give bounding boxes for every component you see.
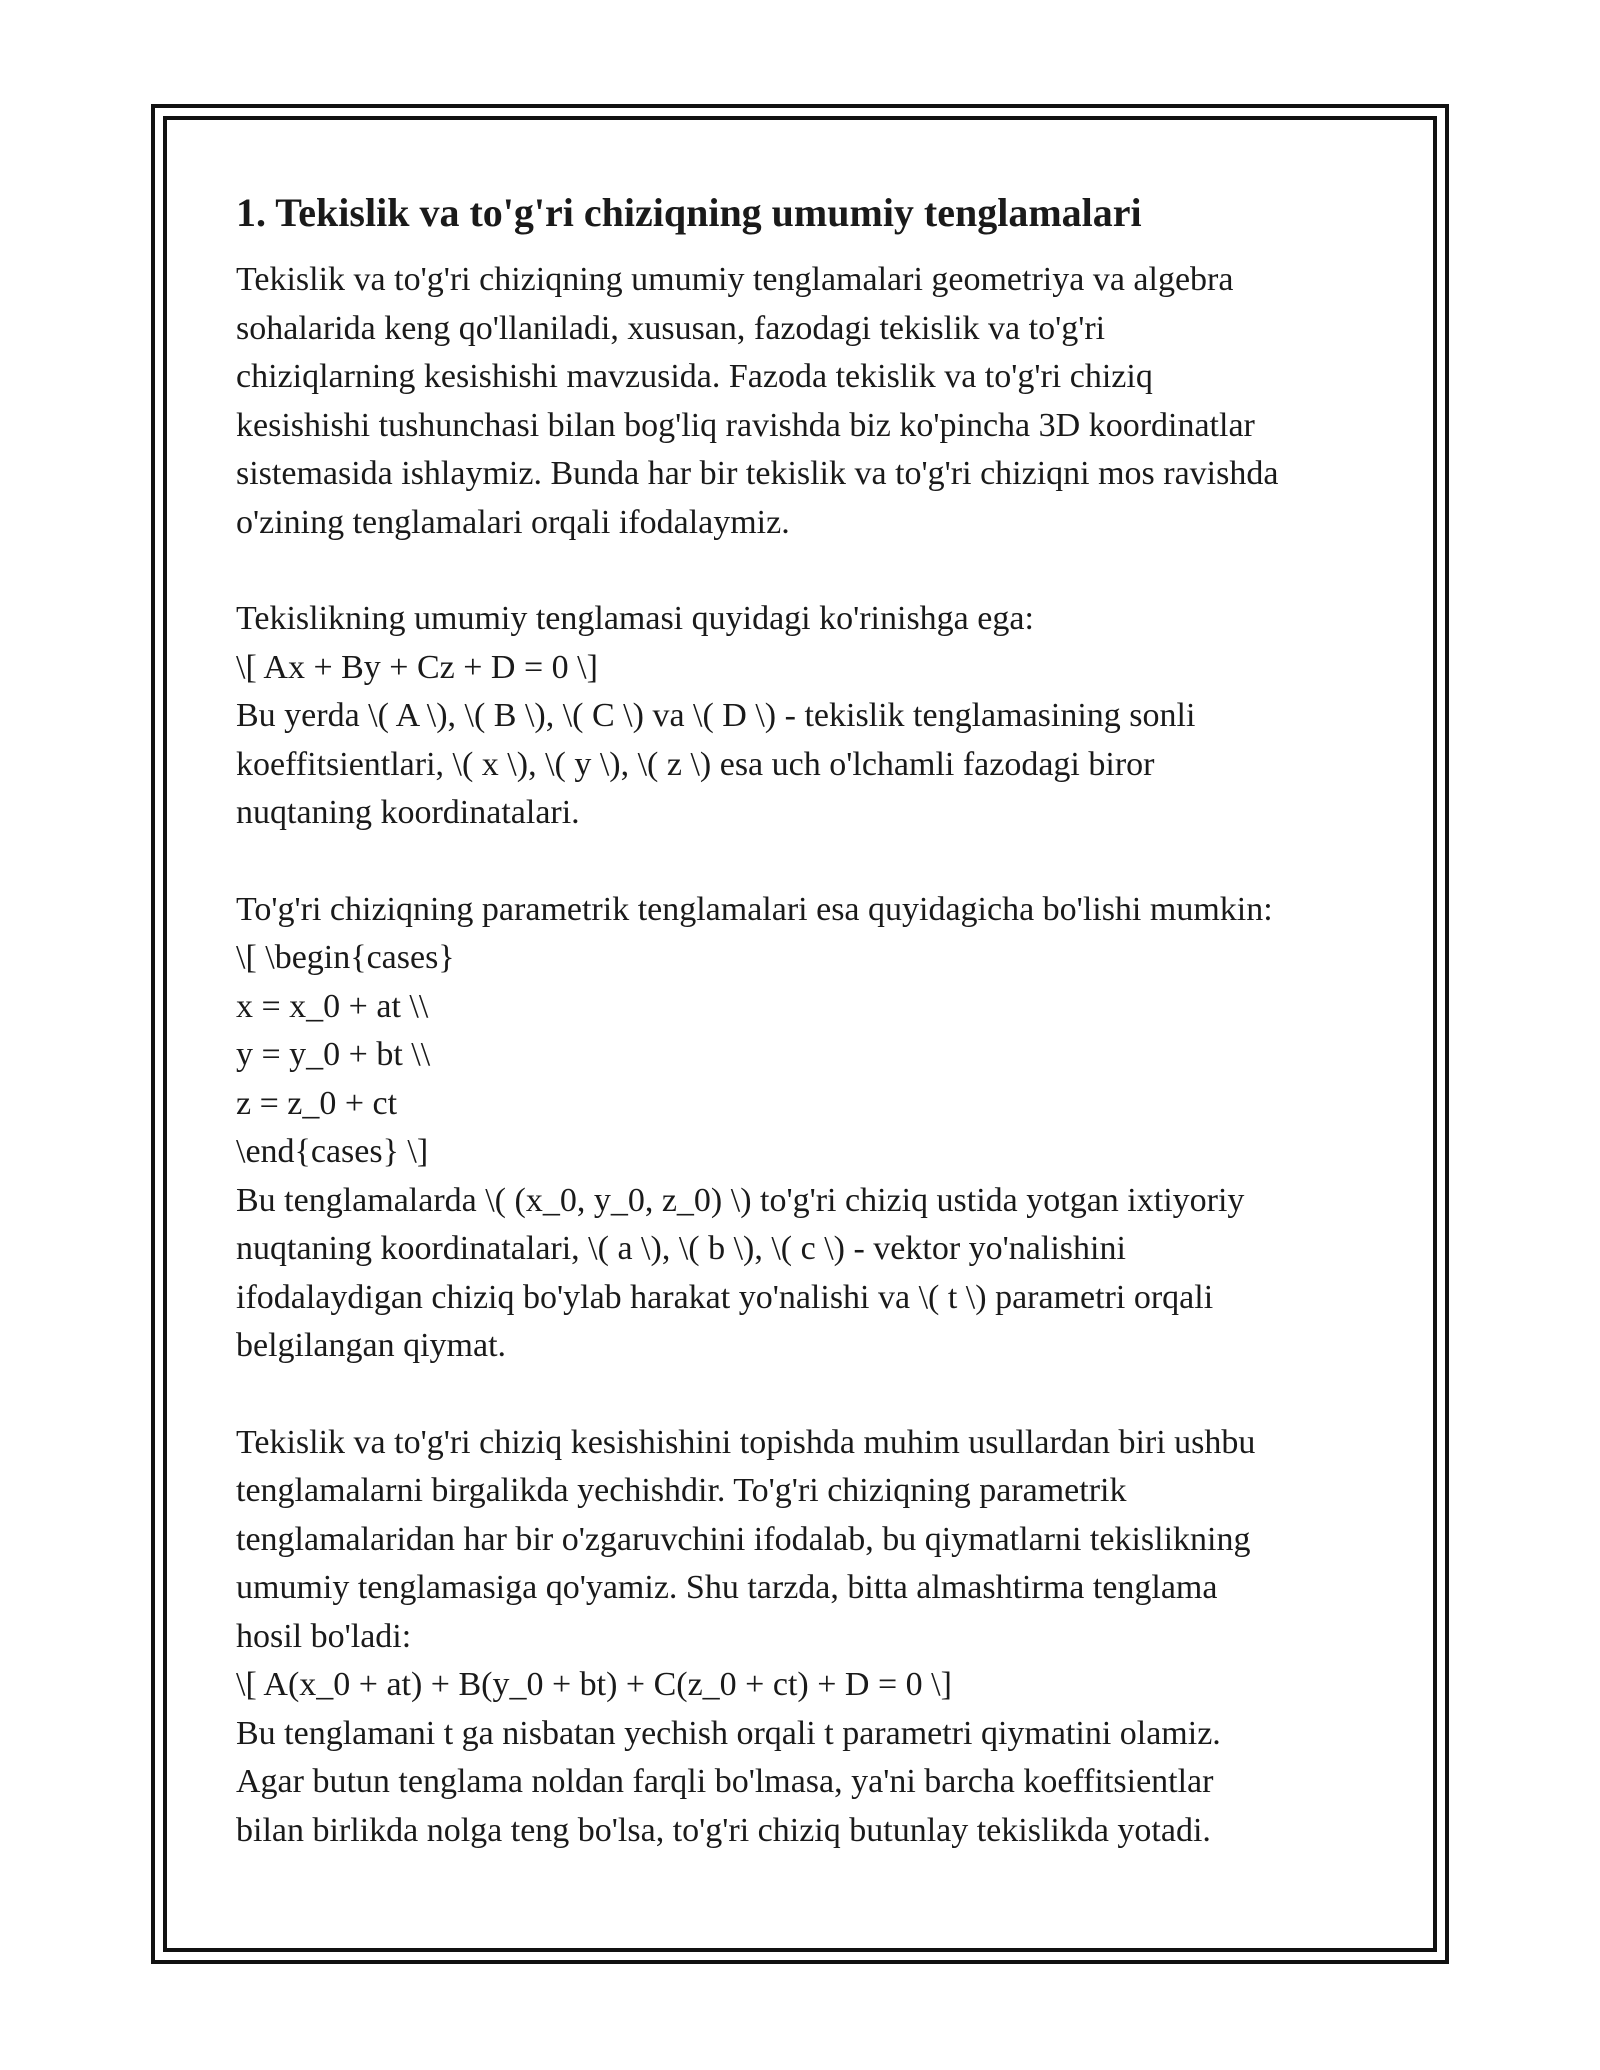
section-heading: 1. Tekislik va to'g'ri chiziqning umumiy tenglamalari [236, 190, 1142, 235]
paragraph-1 [236, 256, 1386, 547]
text-line: z = z_0 + ct [236, 1084, 398, 1122]
text-line: Agar butun tenglama noldan farqli bo'lmasa, ya'ni barcha koeffitsientlar [236, 1763, 1214, 1800]
text-line: Tekislikning umumiy tenglamasi quyidagi ko'rinishga ega: [236, 600, 1034, 637]
text-line: kesishishi tushunchasi bilan bog'liq ravishda biz ko'pincha 3D koordinatlar [236, 406, 1255, 444]
text-line: x = x_0 + at \\ [236, 987, 429, 1025]
text-line: sohalarida keng qo'llaniladi, xususan, fazodagi tekislik va to'g'ri [236, 309, 1106, 347]
text-line: Tekislik va to'g'ri chiziqning umumiy tenglamalari geometriya va algebra [236, 261, 1234, 298]
text-line: tenglamalaridan har bir o'zgaruvchini ifodalab, bu qiymatlarni tekislikning [236, 1520, 1251, 1558]
text-line: \[ \begin{cases} [236, 939, 455, 976]
text-line: bilan birlikda nolga teng bo'lsa, to'g'ri chiziq butunlay tekislikda yotadi. [236, 1811, 1211, 1849]
text-line: o'zining tenglamalari orqali ifodalaymiz. [236, 503, 790, 541]
text-line: To'g'ri chiziqning parametrik tenglamalari esa quyidagicha bo'lishi mumkin: [236, 890, 1273, 928]
text-line: chiziqlarning kesishishi mavzusida. Fazoda tekislik va to'g'ri chiziq [236, 358, 1153, 395]
text-line: Tekislik va to'g'ri chiziq kesishishini topishda muhim usullardan biri ushbu [236, 1423, 1256, 1461]
paragraph-2 [236, 595, 1386, 838]
text-line: tenglamalarni birgalikda yechishdir. To'g'ri chiziqning parametrik [236, 1472, 1127, 1509]
document-body [236, 256, 1386, 1855]
paragraph-3 [236, 886, 1386, 1371]
text-line: hosil bo'ladi: [236, 1617, 412, 1655]
text-line: y = y_0 + bt \\ [236, 1036, 431, 1073]
text-line: Bu yerda \( A \), \( B \), \( C \) va \( D \) - tekislik tenglamasining sonli [236, 697, 1196, 734]
text-line: \[ Ax + By + Cz + D = 0 \] [236, 648, 598, 686]
text-line: nuqtaning koordinatalari, \( a \), \( b \), \( c \) - vektor yo'nalishini [236, 1230, 1126, 1267]
text-line: Bu tenglamani t ga nisbatan yechish orqali t parametri qiymatini olamiz. [236, 1714, 1221, 1752]
text-line: sistemasida ishlaymiz. Bunda har bir tekislik va to'g'ri chiziqni mos ravishda [236, 455, 1279, 492]
text-line: umumiy tenglamasiga qo'yamiz. Shu tarzda, bitta almashtirma tenglama [236, 1569, 1218, 1606]
text-line: ifodalaydigan chiziq bo'ylab harakat yo'nalishi va \( t \) parametri orqali [236, 1278, 1214, 1316]
text-line: Bu tenglamalarda \( (x_0, y_0, z_0) \) to'g'ri chiziq ustida yotgan ixtiyoriy [236, 1181, 1245, 1219]
text-line: belgilangan qiymat. [236, 1327, 507, 1364]
text-line: \[ A(x_0 + at) + B(y_0 + bt) + C(z_0 + ct) + D = 0 \] [236, 1666, 952, 1703]
document-content [236, 186, 1386, 1855]
text-line: koeffitsientlari, \( x \), \( y \), \( z \) esa uch o'lchamli fazodagi biror [236, 745, 1155, 783]
paragraph-4 [236, 1419, 1386, 1856]
text-line: \end{cases} \] [236, 1133, 429, 1170]
text-line: nuqtaning koordinatalari. [236, 794, 580, 831]
